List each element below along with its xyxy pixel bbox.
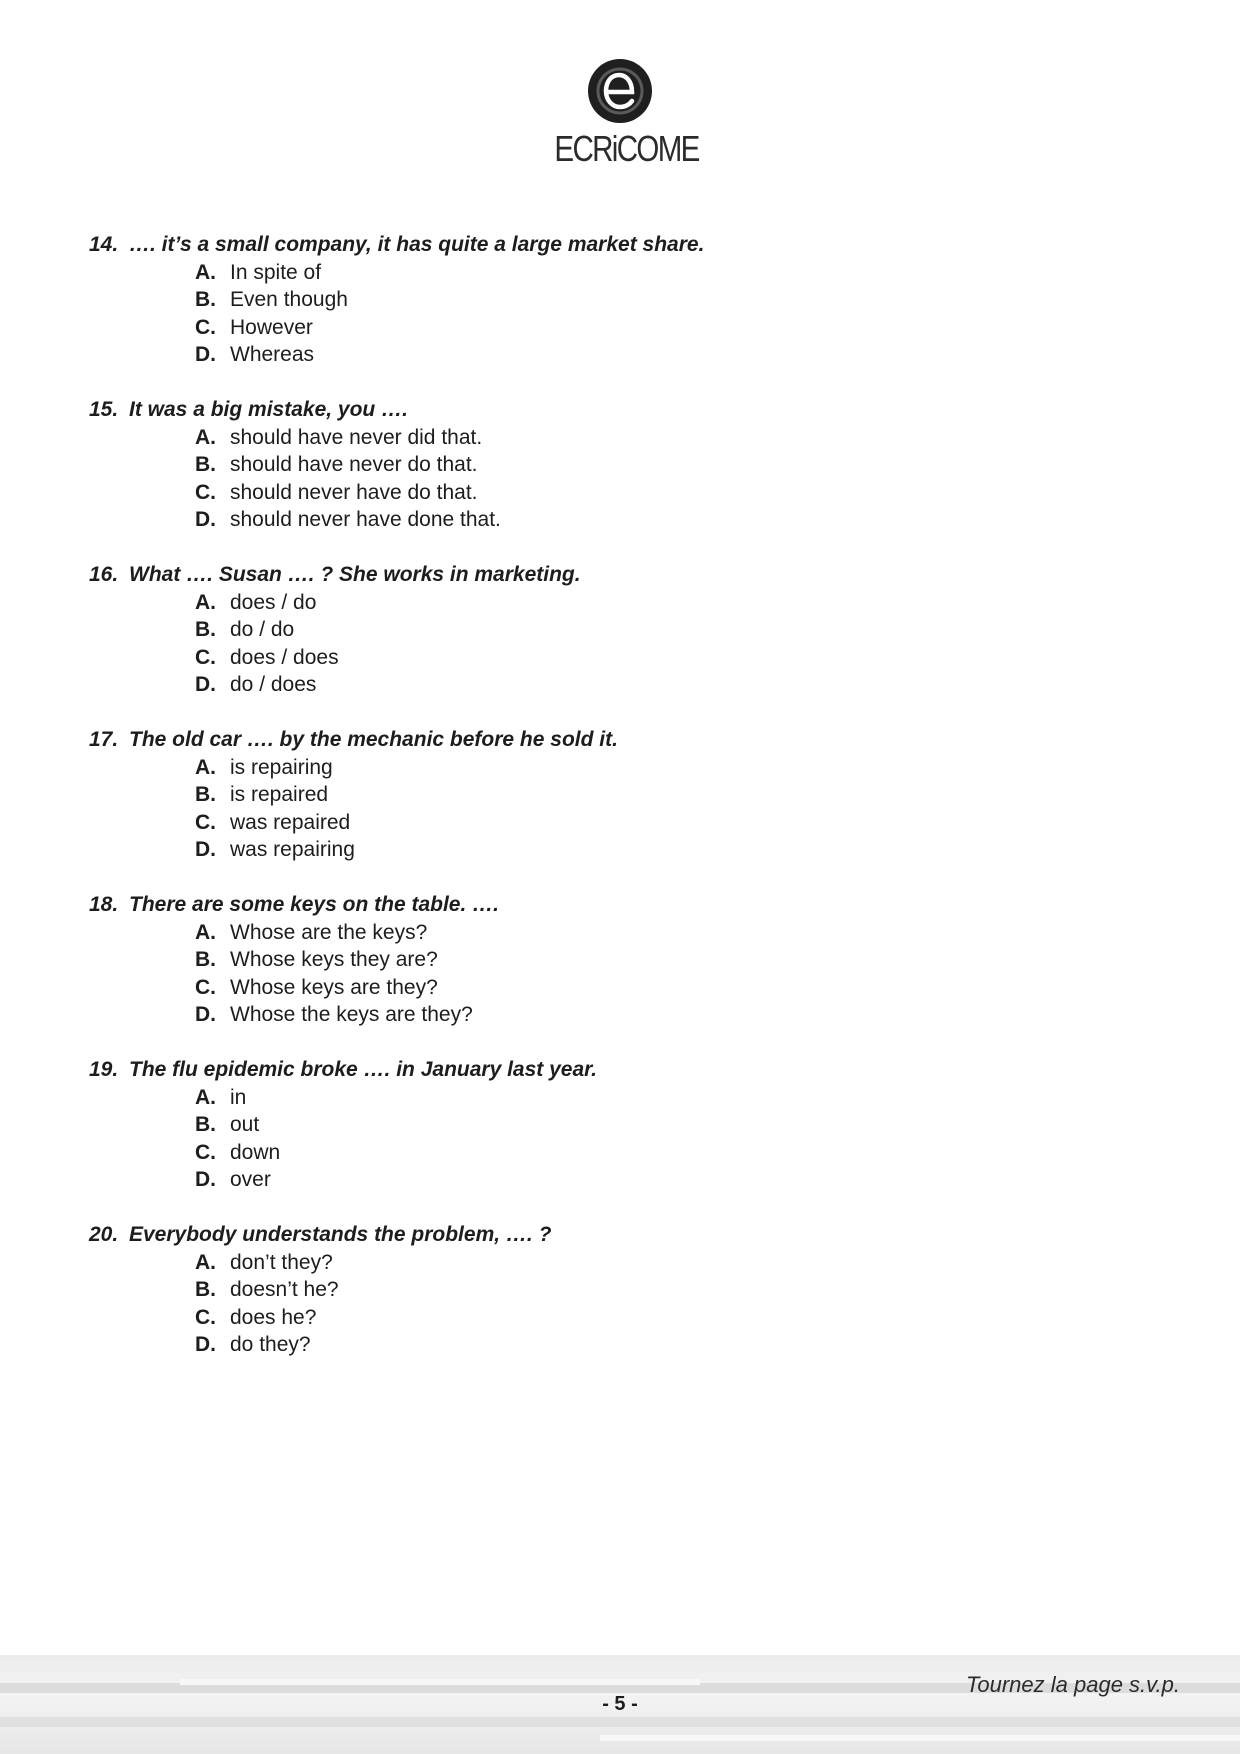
- answer-options: [89, 919, 1189, 1029]
- option-text: does / do: [230, 590, 317, 614]
- option-letter: D.: [195, 1003, 216, 1026]
- ecricome-logo: [540, 58, 700, 170]
- question-15: [89, 396, 1189, 534]
- option-letter: A.: [195, 590, 216, 614]
- option-a: [195, 1084, 1189, 1112]
- option-a: [195, 259, 1189, 287]
- option-text: should never have do that.: [230, 480, 478, 504]
- question-18: [89, 891, 1189, 1029]
- option-letter: A.: [195, 425, 216, 449]
- answer-options: [89, 1249, 1189, 1359]
- ecricome-emblem-icon: [587, 58, 653, 124]
- option-d: [195, 1331, 1189, 1359]
- option-c: [195, 974, 1189, 1002]
- option-a: [195, 589, 1189, 617]
- option-text: Whose are the keys?: [230, 920, 428, 944]
- question-text: …. it’s a small company, it has quite a large market share.: [129, 233, 705, 256]
- logo-wordmark: ECRiCOME: [554, 128, 699, 169]
- question-number: 16.: [89, 563, 119, 586]
- page-number: - 5 -: [602, 1693, 638, 1715]
- option-d: [195, 1001, 1189, 1029]
- option-letter: B.: [195, 1113, 216, 1136]
- option-a: [195, 424, 1189, 452]
- option-b: [195, 451, 1189, 479]
- option-text: do / do: [230, 618, 295, 641]
- question-number: 20.: [89, 1223, 119, 1246]
- option-b: [195, 1276, 1189, 1304]
- footer-stripe: [0, 1717, 1240, 1727]
- question-number: 15.: [89, 398, 119, 421]
- option-letter: C.: [195, 645, 216, 669]
- option-c: [195, 479, 1189, 507]
- option-letter: A.: [195, 755, 216, 779]
- option-text: do they?: [230, 1333, 311, 1356]
- option-text: was repairing: [230, 838, 355, 861]
- question-number: 14.: [89, 233, 119, 256]
- option-letter: D.: [195, 343, 216, 366]
- answer-options: [89, 1084, 1189, 1194]
- question-stem: [89, 1221, 1189, 1249]
- option-text: was repaired: [230, 810, 351, 834]
- question-20: [89, 1221, 1189, 1359]
- question-stem: [89, 891, 1189, 919]
- turn-page-note: Tournez la page s.v.p.: [965, 1672, 1180, 1697]
- option-text: Even though: [230, 288, 348, 311]
- option-c: [195, 809, 1189, 837]
- question-number: 18.: [89, 893, 119, 916]
- option-d: [195, 836, 1189, 864]
- option-text: should never have done that.: [230, 508, 501, 531]
- option-text: out: [230, 1113, 260, 1136]
- answer-options: [89, 589, 1189, 699]
- answer-options: [89, 259, 1189, 369]
- option-text: don’t they?: [230, 1250, 333, 1274]
- question-14: [89, 231, 1189, 369]
- footer-stripe: [180, 1679, 700, 1685]
- question-number: 17.: [89, 728, 119, 751]
- option-letter: B.: [195, 453, 216, 476]
- answer-options: [89, 424, 1189, 534]
- option-letter: C.: [195, 1305, 216, 1329]
- question-16: [89, 561, 1189, 699]
- option-d: [195, 506, 1189, 534]
- question-text: The old car …. by the mechanic before he sold it.: [129, 728, 618, 751]
- option-text: doesn’t he?: [230, 1278, 339, 1301]
- option-d: [195, 341, 1189, 369]
- option-c: [195, 314, 1189, 342]
- option-text: Whose keys they are?: [230, 948, 438, 971]
- option-b: [195, 286, 1189, 314]
- option-letter: B.: [195, 288, 216, 311]
- option-a: [195, 754, 1189, 782]
- question-text: What …. Susan …. ? She works in marketing.: [129, 563, 581, 586]
- option-b: [195, 1111, 1189, 1139]
- option-letter: D.: [195, 508, 216, 531]
- option-text: does / does: [230, 645, 339, 669]
- option-letter: C.: [195, 1140, 216, 1164]
- option-text: However: [230, 315, 313, 339]
- option-letter: B.: [195, 783, 216, 806]
- question-stem: [89, 396, 1189, 424]
- option-text: over: [230, 1168, 271, 1191]
- option-c: [195, 644, 1189, 672]
- option-c: [195, 1139, 1189, 1167]
- option-text: should have never did that.: [230, 425, 483, 449]
- question-19: [89, 1056, 1189, 1194]
- question-stem: [89, 561, 1189, 589]
- question-text: There are some keys on the table. ….: [129, 893, 499, 916]
- option-letter: D.: [195, 1168, 216, 1191]
- option-letter: B.: [195, 1278, 216, 1301]
- option-letter: D.: [195, 673, 216, 696]
- question-stem: [89, 1056, 1189, 1084]
- option-a: [195, 1249, 1189, 1277]
- option-d: [195, 1166, 1189, 1194]
- option-letter: B.: [195, 948, 216, 971]
- option-letter: C.: [195, 480, 216, 504]
- option-c: [195, 1304, 1189, 1332]
- option-letter: D.: [195, 838, 216, 861]
- option-letter: C.: [195, 975, 216, 999]
- option-letter: A.: [195, 260, 216, 284]
- question-text: It was a big mistake, you ….: [129, 398, 408, 421]
- option-letter: A.: [195, 1250, 216, 1274]
- option-text: Whose the keys are they?: [230, 1003, 473, 1026]
- question-text: The flu epidemic broke …. in January last year.: [129, 1058, 597, 1081]
- option-text: In spite of: [230, 260, 322, 284]
- question-list: [89, 231, 1189, 1386]
- option-b: [195, 946, 1189, 974]
- option-text: does he?: [230, 1305, 317, 1329]
- question-stem: [89, 726, 1189, 754]
- question-text: Everybody understands the problem, …. ?: [129, 1223, 552, 1246]
- answer-options: [89, 754, 1189, 864]
- question-number: 19.: [89, 1058, 119, 1081]
- option-text: is repaired: [230, 783, 329, 806]
- option-text: Whereas: [230, 343, 315, 366]
- option-letter: D.: [195, 1333, 216, 1356]
- option-letter: C.: [195, 810, 216, 834]
- question-stem: [89, 231, 1189, 259]
- option-text: should have never do that.: [230, 453, 478, 476]
- option-b: [195, 616, 1189, 644]
- option-text: Whose keys are they?: [230, 975, 438, 999]
- option-d: [195, 671, 1189, 699]
- option-b: [195, 781, 1189, 809]
- footer-stripe: [600, 1735, 1240, 1741]
- option-a: [195, 919, 1189, 947]
- question-17: [89, 726, 1189, 864]
- option-letter: A.: [195, 920, 216, 944]
- option-letter: A.: [195, 1085, 216, 1109]
- option-text: do / does: [230, 673, 317, 696]
- option-text: is repairing: [230, 755, 333, 779]
- option-letter: C.: [195, 315, 216, 339]
- option-letter: B.: [195, 618, 216, 641]
- option-text: down: [230, 1140, 281, 1164]
- option-text: in: [230, 1085, 247, 1109]
